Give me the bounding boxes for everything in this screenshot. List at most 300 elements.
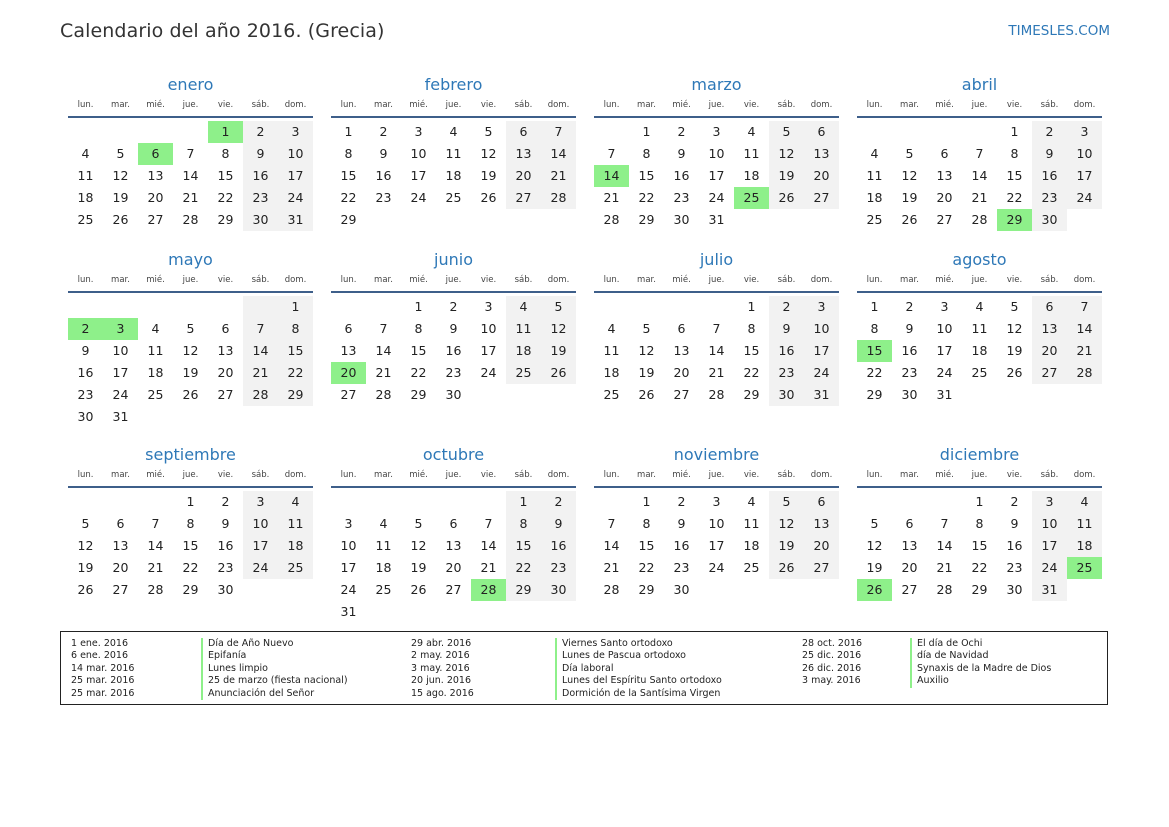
- day-cell: 19: [769, 535, 804, 557]
- empty-day-cell: [699, 296, 734, 318]
- weekday-label: sáb.: [514, 275, 533, 285]
- day-cell: 18: [971, 343, 988, 358]
- page-title: Calendario del año 2016. (Grecia): [60, 20, 385, 42]
- day-grid: [594, 121, 839, 231]
- day-cell: 16: [1032, 165, 1067, 187]
- day-cell: 25: [743, 560, 760, 575]
- month-name: octubre: [422, 445, 485, 464]
- day-cell: 30: [217, 582, 234, 597]
- empty-day-cell: [243, 406, 278, 428]
- day-cell: 20: [673, 365, 690, 380]
- empty-day-cell: [366, 209, 401, 231]
- month-septiembre: [68, 444, 313, 601]
- day-cell: 9: [1010, 516, 1019, 531]
- day-cell: 28: [541, 187, 576, 209]
- empty-day-cell: [594, 121, 629, 143]
- weekday-label: mar.: [111, 470, 130, 480]
- weekday-header: [68, 466, 313, 488]
- empty-day-cell: [208, 406, 243, 428]
- weekday-label: dom.: [547, 470, 570, 480]
- day-cell: 24: [112, 387, 129, 402]
- weekday-header: [331, 96, 576, 118]
- day-cell: 5: [642, 321, 651, 336]
- empty-day-cell: [927, 121, 962, 143]
- weekday-label: mié.: [935, 275, 954, 285]
- day-grid: [594, 296, 839, 406]
- day-cell: 6: [116, 516, 125, 531]
- day-cell: 16: [673, 538, 690, 553]
- legend-date: 15 ago. 2016: [411, 687, 474, 699]
- day-cell: 12: [480, 146, 497, 161]
- day-cell: 22: [506, 557, 541, 579]
- month-agosto: [857, 249, 1102, 406]
- day-cell: 23: [77, 387, 94, 402]
- day-cell: 30: [1032, 209, 1067, 231]
- day-cell: 14: [375, 343, 392, 358]
- legend-dates-col-3: [802, 638, 862, 688]
- day-cell: 25: [866, 212, 883, 227]
- empty-day-cell: [278, 579, 313, 601]
- empty-day-cell: [68, 491, 103, 513]
- day-cell: 30: [445, 387, 462, 402]
- day-cell: 29: [638, 582, 655, 597]
- weekday-label: sáb.: [251, 275, 270, 285]
- weekday-label: mar.: [374, 470, 393, 480]
- legend-date: 3 may. 2016: [411, 662, 470, 674]
- month-name: mayo: [168, 250, 213, 269]
- day-cell: 17: [804, 340, 839, 362]
- day-cell: 19: [901, 190, 918, 205]
- empty-day-cell: [138, 296, 173, 318]
- legend-holiday-name: día de Navidad: [917, 650, 989, 662]
- weekday-label: jue.: [445, 100, 462, 110]
- day-cell: 15: [182, 538, 199, 553]
- empty-day-cell: [506, 601, 541, 623]
- day-cell: 17: [936, 343, 953, 358]
- day-cell: 8: [642, 516, 651, 531]
- day-cell: 16: [541, 535, 576, 557]
- day-cell: 31: [936, 387, 953, 402]
- day-cell: 22: [971, 560, 988, 575]
- day-cell: 9: [243, 143, 278, 165]
- legend-date: 26 dic. 2016: [802, 662, 862, 674]
- day-cell: 25: [278, 557, 313, 579]
- day-cell: 28: [471, 579, 506, 601]
- weekday-label: jue.: [971, 275, 988, 285]
- day-cell: 12: [182, 343, 199, 358]
- empty-day-cell: [541, 384, 576, 406]
- legend-holiday-name: Epifanía: [208, 650, 247, 662]
- weekday-label: lun.: [866, 275, 883, 285]
- day-cell: 30: [673, 212, 690, 227]
- legend-dates-col-1: [71, 638, 134, 700]
- day-cell: 28: [147, 582, 164, 597]
- weekday-header: [594, 466, 839, 488]
- day-cell: 11: [77, 168, 94, 183]
- day-cell: 21: [375, 365, 392, 380]
- day-cell: 21: [971, 190, 988, 205]
- day-cell: 4: [747, 494, 756, 509]
- empty-day-cell: [366, 601, 401, 623]
- day-cell: 20: [1032, 340, 1067, 362]
- day-cell: 19: [410, 560, 427, 575]
- weekday-label: lun.: [340, 100, 357, 110]
- day-cell: 2: [905, 299, 914, 314]
- day-cell: 6: [138, 143, 173, 165]
- day-cell: 27: [901, 582, 918, 597]
- weekday-header: [857, 96, 1102, 118]
- day-cell: 21: [147, 560, 164, 575]
- day-cell: 5: [186, 321, 195, 336]
- day-cell: 5: [1010, 299, 1019, 314]
- day-cell: 30: [673, 582, 690, 597]
- day-cell: 1: [186, 494, 195, 509]
- day-cell: 23: [673, 190, 690, 205]
- day-cell: 10: [480, 321, 497, 336]
- day-cell: 24: [804, 362, 839, 384]
- day-cell: 30: [1006, 582, 1023, 597]
- legend-holiday-name: 25 de marzo (fiesta nacional): [208, 675, 348, 687]
- day-cell: 12: [1006, 321, 1023, 336]
- day-cell: 13: [901, 538, 918, 553]
- day-cell: 6: [221, 321, 230, 336]
- empty-day-cell: [734, 579, 769, 601]
- day-cell: 12: [541, 318, 576, 340]
- day-cell: 15: [638, 168, 655, 183]
- day-cell: 20: [506, 165, 541, 187]
- day-grid: [331, 491, 576, 623]
- day-cell: 3: [1067, 121, 1102, 143]
- day-cell: 17: [278, 165, 313, 187]
- empty-day-cell: [471, 491, 506, 513]
- day-cell: 1: [747, 299, 756, 314]
- weekday-label: lun.: [77, 470, 94, 480]
- legend-date: 6 ene. 2016: [71, 650, 128, 662]
- legend-holiday-name: Lunes del Espíritu Santo ortodoxo: [562, 675, 722, 687]
- empty-day-cell: [997, 384, 1032, 406]
- day-cell: 11: [445, 146, 462, 161]
- month-noviembre: [594, 444, 839, 601]
- day-cell: 22: [866, 365, 883, 380]
- day-cell: 10: [936, 321, 953, 336]
- day-cell: 20: [147, 190, 164, 205]
- day-cell: 26: [769, 187, 804, 209]
- day-cell: 18: [603, 365, 620, 380]
- day-cell: 13: [217, 343, 234, 358]
- empty-day-cell: [401, 491, 436, 513]
- day-cell: 12: [410, 538, 427, 553]
- day-cell: 27: [673, 387, 690, 402]
- day-cell: 8: [414, 321, 423, 336]
- empty-day-cell: [471, 601, 506, 623]
- empty-day-cell: [892, 121, 927, 143]
- day-cell: 24: [410, 190, 427, 205]
- day-cell: 17: [1032, 535, 1067, 557]
- day-grid: [857, 491, 1102, 601]
- day-cell: 13: [112, 538, 129, 553]
- day-cell: 14: [147, 538, 164, 553]
- day-cell: 1: [414, 299, 423, 314]
- day-cell: 24: [243, 557, 278, 579]
- day-cell: 13: [804, 143, 839, 165]
- day-cell: 22: [1006, 190, 1023, 205]
- day-cell: 9: [449, 321, 458, 336]
- day-cell: 3: [804, 296, 839, 318]
- day-cell: 14: [1067, 318, 1102, 340]
- day-cell: 18: [147, 365, 164, 380]
- day-cell: 7: [243, 318, 278, 340]
- day-cell: 30: [769, 384, 804, 406]
- weekday-label: vie.: [480, 470, 497, 480]
- day-cell: 13: [340, 343, 357, 358]
- day-cell: 7: [186, 146, 195, 161]
- day-cell: 2: [243, 121, 278, 143]
- day-cell: 30: [77, 409, 94, 424]
- weekday-label: dom.: [810, 470, 833, 480]
- day-cell: 26: [480, 190, 497, 205]
- day-cell: 18: [506, 340, 541, 362]
- day-cell: 15: [506, 535, 541, 557]
- day-cell: 5: [769, 121, 804, 143]
- day-cell: 16: [673, 168, 690, 183]
- month-octubre: [331, 444, 576, 623]
- empty-day-cell: [594, 296, 629, 318]
- weekday-label: dom.: [284, 100, 307, 110]
- empty-day-cell: [138, 406, 173, 428]
- day-cell: 1: [278, 296, 313, 318]
- weekday-label: mié.: [409, 470, 428, 480]
- day-grid: [68, 121, 313, 231]
- day-cell: 10: [278, 143, 313, 165]
- day-cell: 29: [971, 582, 988, 597]
- day-cell: 13: [506, 143, 541, 165]
- day-cell: 15: [1006, 168, 1023, 183]
- day-cell: 27: [506, 187, 541, 209]
- day-cell: 1: [642, 494, 651, 509]
- day-cell: 28: [603, 212, 620, 227]
- empty-day-cell: [804, 209, 839, 231]
- day-cell: 25: [971, 365, 988, 380]
- weekday-header: [68, 96, 313, 118]
- empty-day-cell: [208, 296, 243, 318]
- day-cell: 22: [638, 190, 655, 205]
- day-cell: 26: [112, 212, 129, 227]
- day-cell: 3: [414, 124, 423, 139]
- legend-holiday-name: Auxilio: [917, 675, 949, 687]
- empty-day-cell: [506, 384, 541, 406]
- day-cell: 11: [743, 146, 760, 161]
- month-name: noviembre: [673, 445, 760, 464]
- day-cell: 15: [743, 343, 760, 358]
- month-enero: [68, 74, 313, 231]
- weekday-header: [68, 271, 313, 293]
- weekday-label: jue.: [182, 100, 199, 110]
- day-cell: 9: [1032, 143, 1067, 165]
- weekday-label: mar.: [637, 470, 656, 480]
- weekday-label: lun.: [340, 275, 357, 285]
- day-cell: 23: [375, 190, 392, 205]
- day-cell: 3: [243, 491, 278, 513]
- day-cell: 10: [340, 538, 357, 553]
- day-grid: [331, 121, 576, 231]
- weekday-label: vie.: [1006, 100, 1023, 110]
- day-cell: 29: [997, 209, 1032, 231]
- day-cell: 7: [151, 516, 160, 531]
- day-cell: 1: [344, 124, 353, 139]
- day-cell: 31: [340, 604, 357, 619]
- day-cell: 7: [607, 146, 616, 161]
- day-cell: 11: [866, 168, 883, 183]
- legend-names-col-1: [201, 638, 348, 700]
- month-name: febrero: [424, 75, 483, 94]
- site-link[interactable]: TIMESLES.COM: [1008, 23, 1110, 39]
- day-cell: 16: [1006, 538, 1023, 553]
- weekday-label: lun.: [866, 100, 883, 110]
- day-cell: 19: [480, 168, 497, 183]
- day-cell: 30: [243, 209, 278, 231]
- weekday-label: mar.: [900, 100, 919, 110]
- empty-day-cell: [366, 296, 401, 318]
- day-cell: 25: [603, 387, 620, 402]
- day-cell: 7: [940, 516, 949, 531]
- day-cell: 11: [1067, 513, 1102, 535]
- weekday-label: sáb.: [1040, 275, 1059, 285]
- day-cell: 8: [642, 146, 651, 161]
- day-cell: 16: [375, 168, 392, 183]
- day-cell: 1: [642, 124, 651, 139]
- day-cell: 28: [182, 212, 199, 227]
- day-cell: 27: [936, 212, 953, 227]
- weekday-label: lun.: [77, 100, 94, 110]
- day-cell: 25: [734, 187, 769, 209]
- day-cell: 24: [480, 365, 497, 380]
- weekday-label: sáb.: [251, 470, 270, 480]
- weekday-label: jue.: [182, 275, 199, 285]
- day-cell: 15: [857, 340, 892, 362]
- day-cell: 18: [743, 168, 760, 183]
- month-name: julio: [699, 250, 734, 269]
- legend-holiday-name: El día de Ochi: [917, 638, 983, 649]
- day-cell: 22: [743, 365, 760, 380]
- month-febrero: [331, 74, 576, 231]
- day-cell: 17: [708, 538, 725, 553]
- weekday-label: dom.: [1073, 275, 1096, 285]
- day-cell: 19: [1006, 343, 1023, 358]
- day-cell: 22: [278, 362, 313, 384]
- day-cell: 18: [278, 535, 313, 557]
- weekday-header: [857, 271, 1102, 293]
- weekday-label: mié.: [146, 275, 165, 285]
- day-cell: 7: [1067, 296, 1102, 318]
- empty-day-cell: [436, 491, 471, 513]
- day-cell: 4: [1067, 491, 1102, 513]
- empty-day-cell: [594, 491, 629, 513]
- day-grid: [68, 491, 313, 601]
- day-cell: 1: [1010, 124, 1019, 139]
- day-cell: 10: [410, 146, 427, 161]
- weekday-label: lun.: [77, 275, 94, 285]
- weekday-label: dom.: [284, 275, 307, 285]
- weekday-label: sáb.: [1040, 100, 1059, 110]
- day-cell: 5: [414, 516, 423, 531]
- empty-day-cell: [138, 121, 173, 143]
- day-cell: 26: [901, 212, 918, 227]
- weekday-label: lun.: [866, 470, 883, 480]
- day-cell: 9: [221, 516, 230, 531]
- day-cell: 22: [410, 365, 427, 380]
- day-cell: 29: [217, 212, 234, 227]
- day-cell: 23: [673, 560, 690, 575]
- day-cell: 19: [77, 560, 94, 575]
- day-cell: 9: [677, 146, 686, 161]
- weekday-label: jue.: [971, 470, 988, 480]
- weekday-header: [594, 271, 839, 293]
- day-cell: 31: [708, 212, 725, 227]
- day-cell: 4: [747, 124, 756, 139]
- day-cell: 24: [708, 190, 725, 205]
- day-cell: 6: [804, 121, 839, 143]
- day-cell: 21: [1067, 340, 1102, 362]
- empty-day-cell: [769, 579, 804, 601]
- month-name: abril: [961, 75, 998, 94]
- day-cell: 20: [445, 560, 462, 575]
- day-cell: 14: [603, 538, 620, 553]
- day-cell: 7: [379, 321, 388, 336]
- weekday-header: [331, 466, 576, 488]
- day-cell: 20: [804, 165, 839, 187]
- day-cell: 4: [607, 321, 616, 336]
- day-grid: [331, 296, 576, 406]
- day-cell: 7: [541, 121, 576, 143]
- weekday-label: jue.: [971, 100, 988, 110]
- day-cell: 28: [971, 212, 988, 227]
- weekday-header: [331, 271, 576, 293]
- empty-day-cell: [436, 601, 471, 623]
- weekday-label: mié.: [672, 100, 691, 110]
- day-cell: 27: [112, 582, 129, 597]
- day-cell: 9: [81, 343, 90, 358]
- day-cell: 19: [769, 165, 804, 187]
- day-cell: 11: [743, 516, 760, 531]
- day-cell: 8: [506, 513, 541, 535]
- weekday-label: mar.: [900, 470, 919, 480]
- weekday-label: vie.: [217, 470, 234, 480]
- weekday-label: vie.: [1006, 470, 1023, 480]
- day-cell: 8: [344, 146, 353, 161]
- empty-day-cell: [68, 121, 103, 143]
- day-cell: 2: [769, 296, 804, 318]
- day-cell: 23: [243, 187, 278, 209]
- weekday-header: [594, 96, 839, 118]
- day-cell: 16: [243, 165, 278, 187]
- day-grid: [857, 296, 1102, 406]
- month-name: marzo: [691, 75, 742, 94]
- weekday-label: mar.: [900, 275, 919, 285]
- weekday-label: vie.: [743, 275, 760, 285]
- empty-day-cell: [541, 601, 576, 623]
- day-cell: 9: [905, 321, 914, 336]
- day-cell: 6: [506, 121, 541, 143]
- day-cell: 6: [1032, 296, 1067, 318]
- day-cell: 3: [278, 121, 313, 143]
- day-cell: 23: [541, 557, 576, 579]
- weekday-label: lun.: [603, 470, 620, 480]
- day-cell: 17: [410, 168, 427, 183]
- day-cell: 2: [379, 124, 388, 139]
- day-cell: 2: [221, 494, 230, 509]
- weekday-label: dom.: [547, 100, 570, 110]
- day-cell: 24: [1067, 187, 1102, 209]
